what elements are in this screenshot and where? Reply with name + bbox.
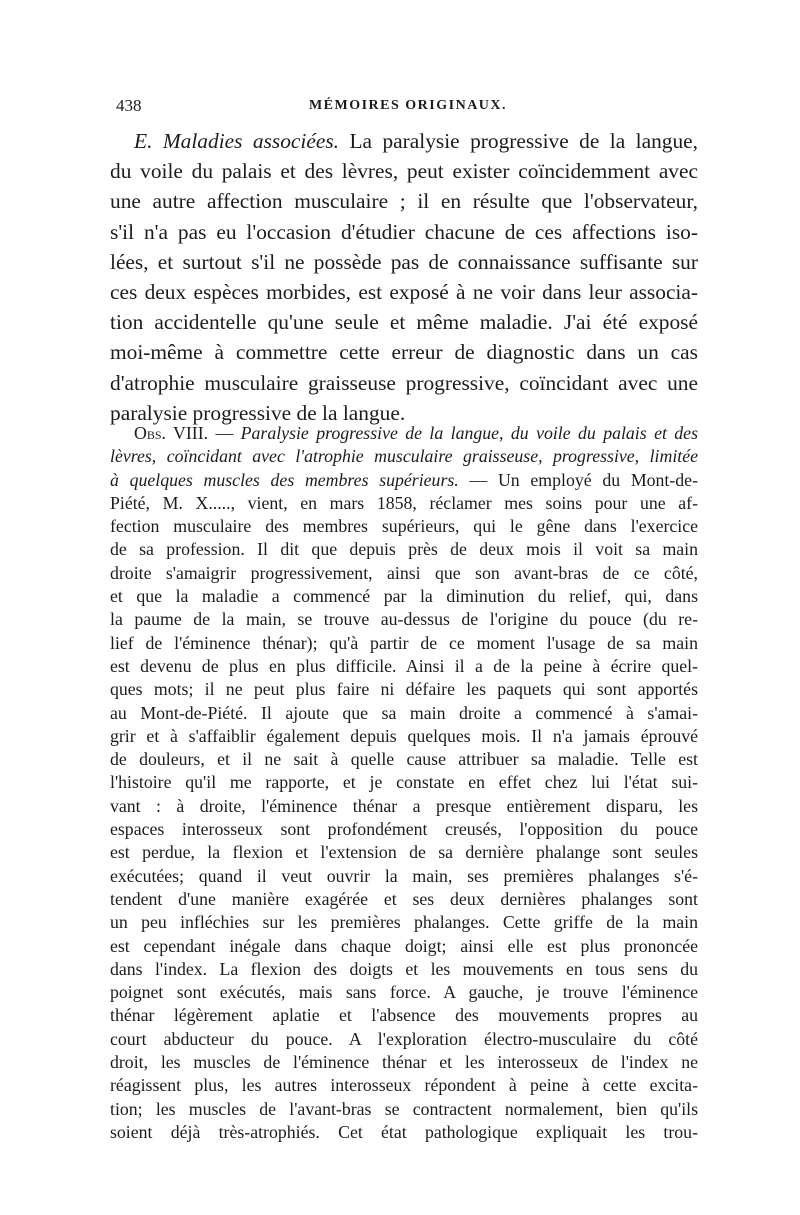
observation-line: droit, les muscles de l'éminence thénar et les interosseux de l'index ne (110, 1052, 698, 1073)
observation-line: l'histoire qu'il me rapporte, et je constate en effet chez lui l'état sui- (110, 772, 698, 793)
paragraph-line: s'il n'a pas eu l'occasion d'étudier chacune de ces affections iso- (110, 219, 698, 244)
observation-line: de douleurs, et il ne sait à quelle cause attribuer sa maladie. Telle est (110, 749, 698, 770)
observation-line: dans l'index. La flexion des doigts et les mouvements en tous sens du (110, 958, 698, 979)
observation-heading-line (110, 422, 698, 445)
observation-line: est perdue, la flexion et l'extension de sa dernière phalange sont seules (110, 842, 698, 863)
observation-line: Piété, M. X....., vient, en mars 1858, réclamer mes soins pour une af- (110, 492, 698, 513)
observation-label: Obs. VIII. — (134, 423, 234, 443)
observation-line: la paume de la main, se trouve au-dessus de l'origine du pouce (du re- (110, 609, 698, 630)
paragraph-line: paralysie progressive de la langue. (110, 400, 406, 425)
observation-title-tail: — Un employé du Mont-de- (469, 469, 698, 490)
observation-line: tendent d'une manière exagérée et ses deux dernières phalanges sont (110, 888, 698, 909)
paragraph-line: moi-même à commettre cette erreur de diagnostic dans un cas (110, 340, 698, 365)
observation-line: espaces interosseux sont profondément creusés, l'opposition du pouce (110, 819, 698, 840)
observation-line: au Mont-de-Piété. Il ajoute que sa main droite a commencé à s'amai- (110, 702, 698, 723)
paragraph-line: une autre affection musculaire ; il en résulte que l'observateur, (110, 189, 698, 214)
observation-line: droite s'amaigrir progressivement, ainsi que son avant-bras de ce côté, (110, 562, 698, 583)
section-e-paragraph (110, 126, 698, 428)
observation-line: est cependant inégale dans chaque doigt; ainsi elle est plus prononcée (110, 935, 698, 956)
paragraph-line: du voile du palais et des lèvres, peut exister coïncidemment avec (110, 159, 698, 184)
paragraph-line: ces deux espèces morbides, est exposé à ne voir dans leur associa- (110, 280, 698, 305)
section-label: E. Maladies associées. (134, 129, 340, 153)
paragraph-line: d'atrophie musculaire graisseuse progressive, coïncidant avec une (110, 370, 698, 395)
observation-viii (110, 422, 698, 1144)
observation-line: grir et à s'affaiblir également depuis quelques mois. Il n'a jamais éprouvé (110, 725, 698, 746)
observation-line: court abducteur du pouce. A l'exploration électro-musculaire du côté (110, 1028, 698, 1049)
paragraph-line: E. Maladies associées. La paralysie progressive de la langue, (134, 129, 698, 153)
observation-line: est devenu de plus en plus difficile. Ainsi il a de la peine à écrire quel- (110, 655, 698, 676)
observation-line: ques mots; il ne peut plus faire ni défaire les paquets qui sont apportés (110, 679, 698, 700)
observation-line: exécutées; quand il veut ouvrir la main, ses premières phalanges s'é- (110, 865, 698, 886)
observation-title-line: lèvres, coïncidant avec l'atrophie musculaire graisseuse, progressive, limitée (110, 446, 698, 467)
observation-line: soient déjà très-atrophiés. Cet état pathologique expliquait les trou- (110, 1121, 698, 1142)
paragraph-line: lées, et surtout s'il ne possède pas de connaissance suffisante sur (110, 249, 698, 274)
observation-line: poignet sont exécutés, mais sans force. A gauche, je trouve l'éminence (110, 982, 698, 1003)
observation-line: vant : à droite, l'éminence thénar a presque entièrement disparu, les (110, 795, 698, 816)
page-number: 438 (116, 96, 142, 115)
observation-line: lief de l'éminence thénar); qu'à partir de ce moment l'usage de sa main (110, 632, 698, 653)
observation-line: un peu infléchies sur les premières phalanges. Cette griffe de la main (110, 912, 698, 933)
observation-line: fection musculaire des membres supérieurs, qui le gêne dans l'exercice (110, 516, 698, 537)
paragraph-line: tion accidentelle qu'une seule et même maladie. J'ai été exposé (110, 310, 698, 335)
observation-line: tion; les muscles de l'avant-bras se contractent normalement, bien qu'ils (110, 1098, 698, 1119)
observation-title: Paralysie progressive de la langue, du voile du palais et des (240, 423, 698, 443)
running-title: MÉMOIRES ORIGINAUX. (308, 98, 508, 113)
observation-title-line: à quelques muscles des membres supérieurs. — Un employé du Mont-de- (110, 469, 698, 490)
observation-line: de sa profession. Il dit que depuis près de deux mois il voit sa main (110, 539, 698, 560)
observation-line: thénar légèrement aplatie et l'absence des mouvements propres au (110, 1005, 698, 1026)
observation-line: réagissent plus, les autres interosseux répondent à peine à cette excita- (110, 1075, 698, 1096)
observation-line: et que la maladie a commencé par la diminution du relief, qui, dans (110, 586, 698, 607)
page-header (116, 96, 700, 126)
